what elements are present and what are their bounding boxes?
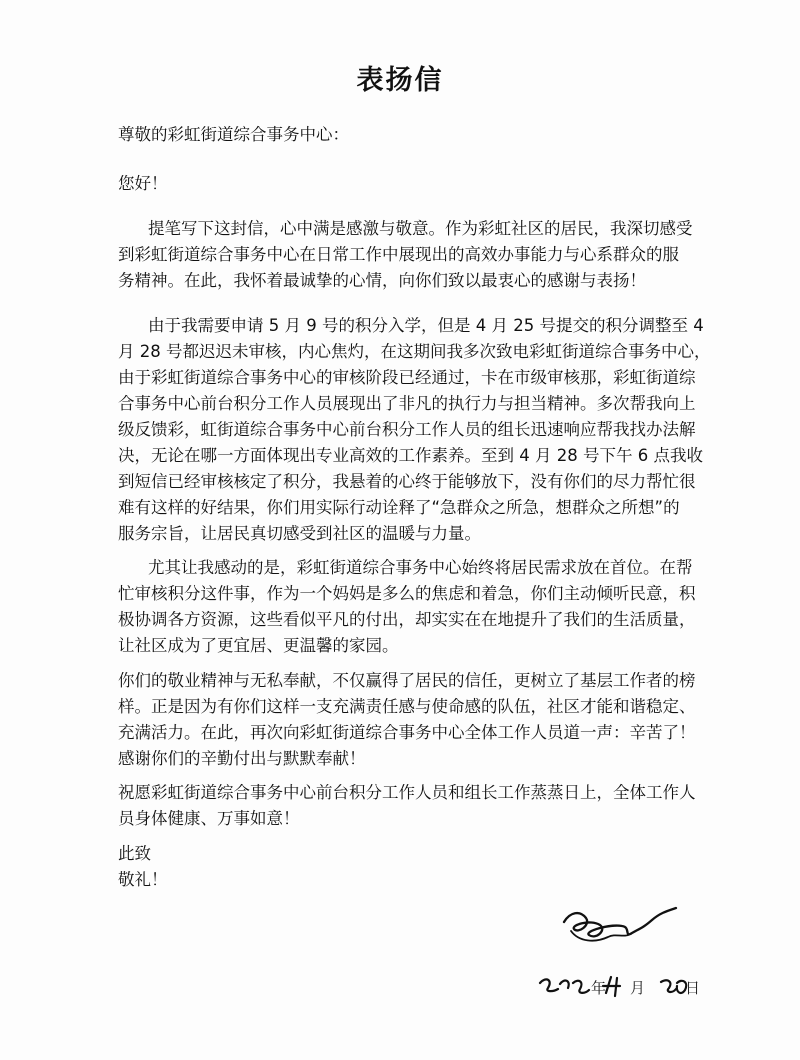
paragraph-4-line-4: 感谢你们的辛勤付出与默默奉献！ <box>118 749 366 768</box>
letter-title: 表扬信 <box>356 65 444 96</box>
paragraph-1-line-2: 到彩虹街道综合事务中心在日常工作中展现出的高效办事能力与心系群众的服 <box>118 245 679 264</box>
date-day-unit: 日 <box>685 979 701 997</box>
paragraph-2-line-9: 服务宗旨，让居民真切感受到社区的温暖与力量。 <box>118 524 481 543</box>
closing-1: 此致 <box>118 844 151 863</box>
paragraph-2-line-3: 由于彩虹街道综合事务中心的审核阶段已经通过，卡在市级审核那，彩虹街道综 <box>118 368 696 387</box>
signature-block <box>540 900 701 1010</box>
paragraph-5-line-1: 祝愿彩虹街道综合事务中心前台积分工作人员和组长工作蒸蒸日上，全体工作人 <box>118 783 696 802</box>
handwritten-signature <box>564 908 676 936</box>
paragraph-1-line-1: 提笔写下这封信，心中满是感激与敬意。作为彩虹社区的居民，我深切感受 <box>148 219 693 238</box>
salutation: 尊敬的彩虹街道综合事务中心： <box>118 125 349 144</box>
paragraph-3-line-1: 尤其让我感动的是，彩虹街道综合事务中心始终将居民需求放在首位。在帮 <box>148 558 693 577</box>
paragraph-2-line-1: 由于我需要申请 5 月 9 号的积分入学，但是 4 月 25 号提交的积分调整至 4 <box>148 316 704 335</box>
paragraph-4-line-2: 样。正是因为有你们这样一支充满责任感与使命感的队伍，社区才能和谐稳定、 <box>118 697 696 716</box>
paragraph-4-line-3: 充满活力。在此，再次向彩虹街道综合事务中心全体工作人员道一声：辛苦了！ <box>118 723 696 742</box>
date-year-unit: 年 <box>591 979 607 997</box>
date-month-unit: 月 <box>630 979 646 997</box>
paragraph-2-line-4: 合事务中心前台积分工作人员展现出了非凡的执行力与担当精神。多次帮我向上 <box>118 394 696 413</box>
greeting: 您好！ <box>118 174 168 193</box>
paragraph-2-line-8: 难有这样的好结果，你们用实际行动诠释了“急群众之所急，想群众之所想”的 <box>118 498 680 517</box>
closing-2: 敬礼！ <box>118 870 168 889</box>
handwritten-signature-date <box>540 900 701 1010</box>
paragraph-3-line-3: 极协调各方资源，这些看似平凡的付出，却实实在在地提升了我们的生活质量， <box>118 610 696 629</box>
paragraph-2-line-7: 到短信已经审核核定了积分，我悬着的心终于能够放下，没有你们的尽力帮忙很 <box>118 472 696 491</box>
paragraph-3-line-2: 忙审核积分这件事，作为一个妈妈是多么的焦虑和着急，你们主动倾听民意，积 <box>118 584 696 603</box>
paragraph-2-line-5: 级反馈彩，虹街道综合事务中心前台积分工作人员的组长迅速响应帮我找办法解 <box>118 420 696 439</box>
paragraph-5-line-2: 员身体健康、万事如意！ <box>118 809 300 828</box>
paragraph-2-line-2: 月 28 号都迟迟未审核，内心焦灼，在这期间我多次致电彩虹街道综合事务中心， <box>118 342 711 361</box>
paragraph-1-line-3: 务精神。在此，我怀着最诚挚的心情，向你们致以最衷心的感谢与表扬！ <box>118 271 646 290</box>
paragraph-2-line-6: 决，无论在哪一方面体现出专业高效的工作素养。至到 4 月 28 号下午 6 点我收 <box>118 446 703 465</box>
paragraph-3-line-4: 让社区成为了更宜居、更温馨的家园。 <box>118 636 399 655</box>
paragraph-4-line-1: 你们的敬业精神与无私奉献，不仅赢得了居民的信任，更树立了基层工作者的榜 <box>118 671 696 690</box>
